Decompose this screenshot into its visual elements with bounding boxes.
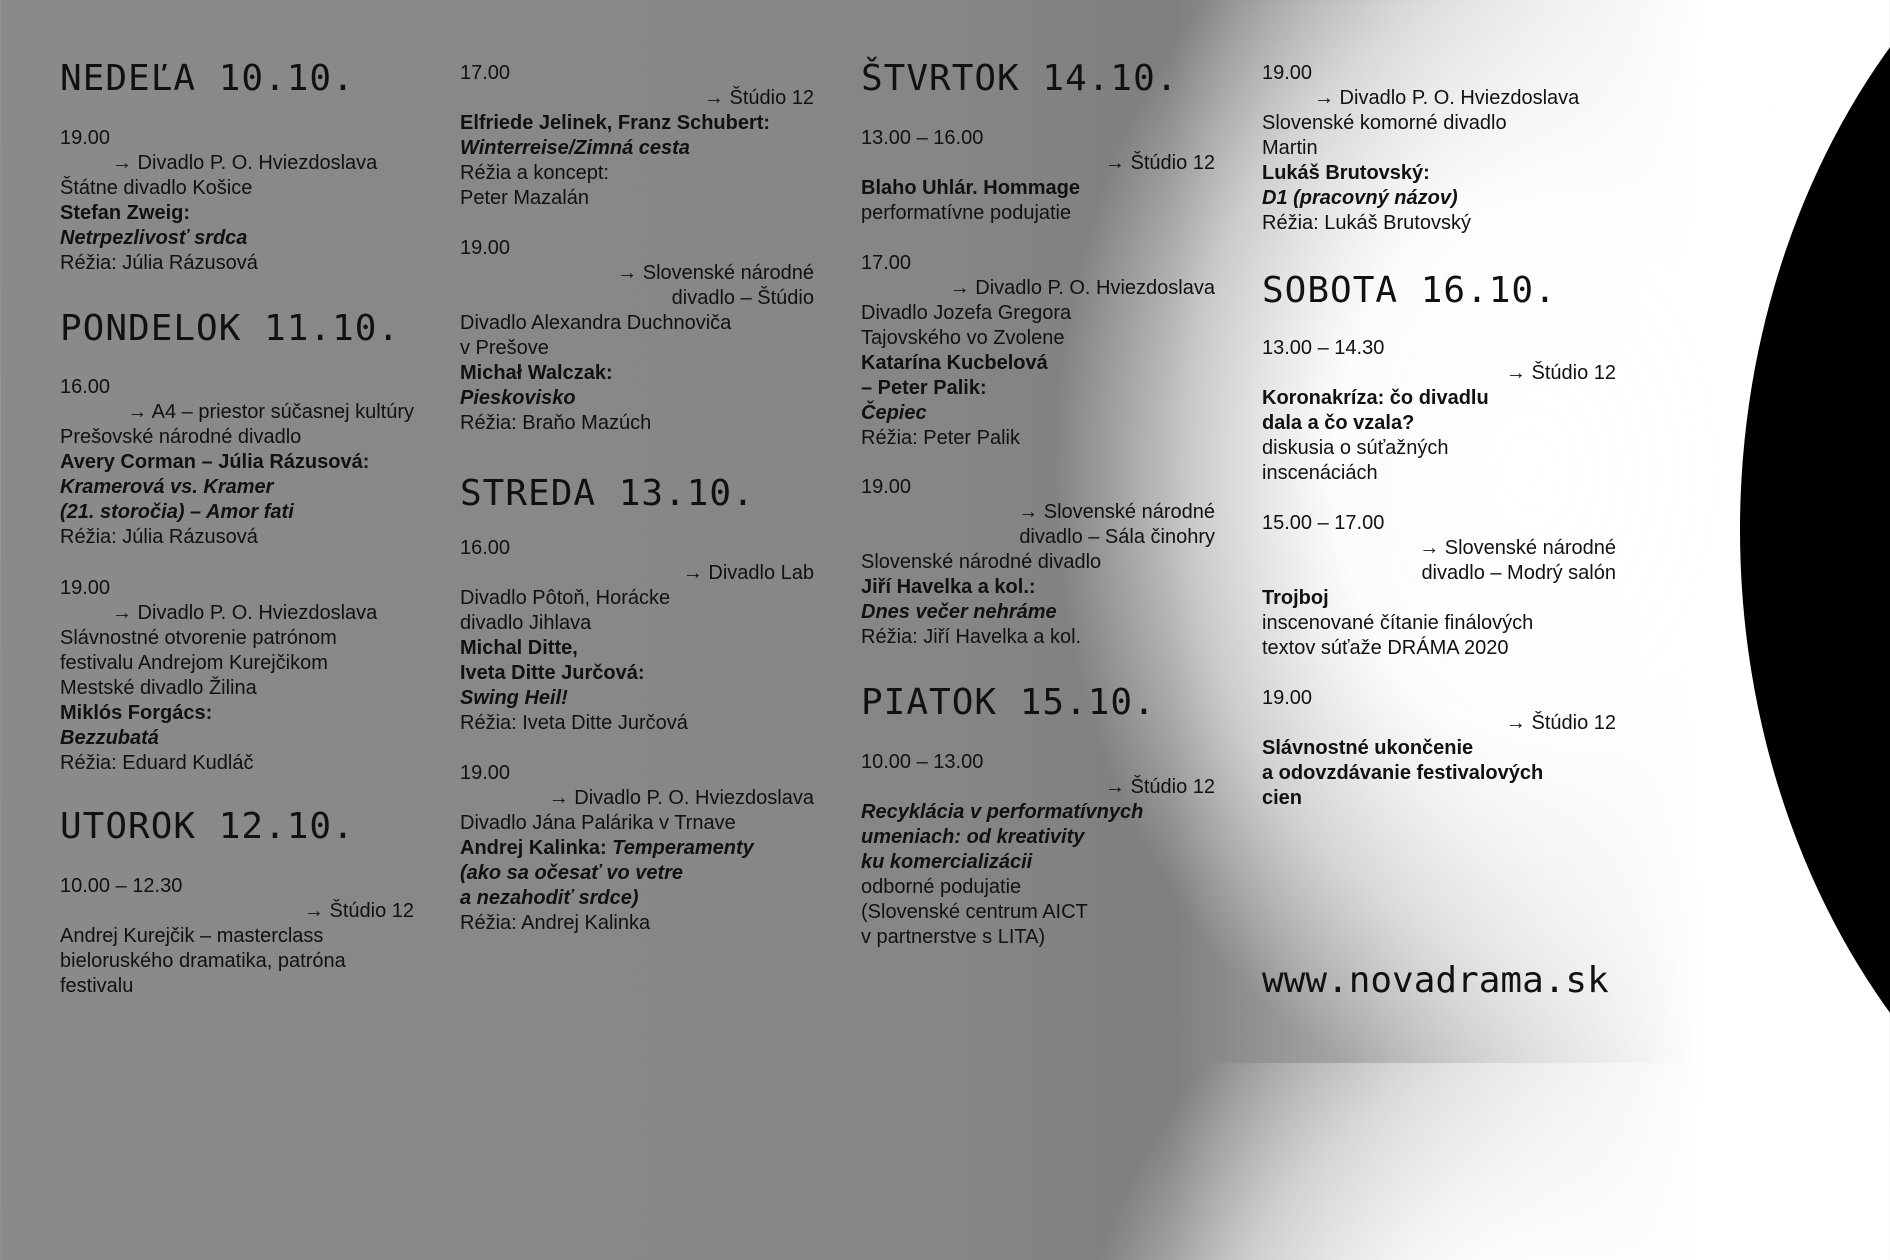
event-text: Slávnostné otvorenie patrónom <box>60 627 337 649</box>
event-title: cien <box>1262 787 1303 809</box>
event-director: Réžia: Lukáš Brutovský <box>1262 212 1471 234</box>
event-friday-2 <box>1262 61 1616 236</box>
event-director: Réžia: Andrej Kalinka <box>460 912 651 934</box>
day-heading-saturday: SOBOTA 16.10. <box>1262 270 1557 311</box>
event-author: Lukáš Brutovský: <box>1262 162 1430 184</box>
event-author: Michal Ditte, <box>460 637 578 659</box>
event-venue: → Slovenské národné <box>1018 501 1215 523</box>
day-heading-friday: PIATOK 15.10. <box>861 682 1156 723</box>
event-director: Réžia: Iveta Ditte Jurčová <box>460 712 688 734</box>
event-company: Tajovského vo Zvolene <box>861 327 1065 349</box>
event-venue: → Štúdio 12 <box>1505 712 1616 734</box>
event-venue: divadlo – Štúdio <box>671 287 814 309</box>
event-title: Pieskovisko <box>460 387 576 409</box>
event-author: – Peter Palik: <box>861 377 987 399</box>
event-author: Andrej Kalinka: <box>460 837 607 859</box>
event-title: Winterreise/Zimná cesta <box>460 137 690 159</box>
black-arc-shape <box>1740 0 1890 1260</box>
day-heading-thursday: ŠTVRTOK 14.10. <box>861 58 1179 99</box>
event-venue: → Štúdio 12 <box>703 87 814 109</box>
event-time: 17.00 <box>460 62 511 84</box>
event-venue: → Štúdio 12 <box>1104 776 1215 798</box>
event-author: Stefan Zweig: <box>60 202 191 224</box>
event-text: festivalu <box>60 975 134 997</box>
day-heading-sunday: NEDEĽA 10.10. <box>60 58 355 99</box>
event-venue: → A4 – priestor súčasnej kultúry <box>127 401 414 423</box>
event-company: Prešovské národné divadlo <box>60 426 302 448</box>
event-venue: → Štúdio 12 <box>303 900 414 922</box>
event-text: performatívne podujatie <box>861 202 1072 224</box>
event-title: Blaho Uhlár. Hommage <box>861 177 1080 199</box>
event-venue: → Štúdio 12 <box>1505 362 1616 384</box>
event-time: 10.00 – 12.30 <box>60 875 183 897</box>
event-company: Divadlo Pôtoň, Horácke <box>460 587 671 609</box>
event-text: v partnerstve s LITA) <box>861 926 1046 948</box>
event-director: Réžia: Júlia Rázusová <box>60 526 258 548</box>
event-venue: divadlo – Sála činohry <box>1019 526 1215 548</box>
event-author: Iveta Ditte Jurčová: <box>460 662 645 684</box>
event-company: Divadlo Jozefa Gregora <box>861 302 1072 324</box>
event-company: divadlo Jihlava <box>460 612 592 634</box>
event-tuesday-1 <box>60 874 414 999</box>
event-time: 19.00 <box>861 476 912 498</box>
event-title: Temperamenty <box>612 837 754 859</box>
event-venue: → Divadlo P. O. Hviezdoslava <box>949 277 1215 299</box>
event-title: Netrpezlivosť srdca <box>60 227 248 249</box>
event-director: Réžia a koncept: <box>460 162 609 184</box>
event-venue: → Divadlo P. O. Hviezdoslava <box>112 152 378 174</box>
event-thursday-2 <box>861 251 1215 451</box>
event-time: 19.00 <box>60 127 111 149</box>
event-company: Martin <box>1262 137 1318 159</box>
event-time: 19.00 <box>460 762 511 784</box>
event-time: 13.00 – 16.00 <box>861 127 984 149</box>
event-text: festivalu Andrejom Kurejčikom <box>60 652 328 674</box>
event-time: 19.00 <box>1262 62 1313 84</box>
event-venue: → Divadlo P. O. Hviezdoslava <box>112 602 378 624</box>
event-saturday-late-1 <box>460 61 814 211</box>
event-text: diskusia o súťažných <box>1262 437 1449 459</box>
event-author: Michał Walczak: <box>460 362 613 384</box>
event-text: odborné podujatie <box>861 876 1022 898</box>
event-wednesday-2 <box>460 761 814 936</box>
event-title: (21. storočia) – Amor fati <box>60 501 294 523</box>
website-link[interactable]: www.novadrama.sk <box>1262 960 1609 1001</box>
event-company: Mestské divadlo Žilina <box>60 677 257 699</box>
event-title: Slávnostné ukončenie <box>1262 737 1474 759</box>
event-director: Réžia: Júlia Rázusová <box>60 252 258 274</box>
event-title: ku komercializácii <box>861 851 1033 873</box>
event-title: Koronakríza: čo divadlu <box>1262 387 1489 409</box>
event-venue: → Divadlo Lab <box>682 562 814 584</box>
event-title: Swing Heil! <box>460 687 568 709</box>
event-monday-2 <box>60 576 414 776</box>
event-title: Dnes večer nehráme <box>861 601 1057 623</box>
event-time: 15.00 – 17.00 <box>1262 512 1385 534</box>
event-monday-1 <box>60 375 414 550</box>
event-company: Divadlo Alexandra Duchnoviča <box>460 312 732 334</box>
event-time: 10.00 – 13.00 <box>861 751 984 773</box>
event-text: (Slovenské centrum AICT <box>861 901 1088 923</box>
event-venue: → Slovenské národné <box>617 262 814 284</box>
event-title: a odovzdávanie festivalových <box>1262 762 1544 784</box>
event-director: Peter Mazalán <box>460 187 589 209</box>
event-text: textov súťaže DRÁMA 2020 <box>1262 637 1509 659</box>
event-title: (ako sa očesať vo vetre <box>460 862 684 884</box>
day-heading-wednesday: STREDA 13.10. <box>460 473 755 514</box>
event-venue: divadlo – Modrý salón <box>1421 562 1616 584</box>
day-heading-monday: PONDELOK 11.10. <box>60 308 401 349</box>
event-company: Slovenské komorné divadlo <box>1262 112 1507 134</box>
event-author: Elfriede Jelinek, Franz Schubert: <box>460 112 771 134</box>
event-thursday-3 <box>861 475 1215 650</box>
event-director: Réžia: Eduard Kudláč <box>60 752 254 774</box>
event-title: dala a čo vzala? <box>1262 412 1415 434</box>
event-company: Divadlo Jána Palárika v Trnave <box>460 812 736 834</box>
event-saturday-3 <box>1262 686 1616 811</box>
event-sunday-1 <box>60 126 414 276</box>
event-director: Réžia: Jiří Havelka a kol. <box>861 626 1082 648</box>
event-company: Slovenské národné divadlo <box>861 551 1102 573</box>
event-director: Réžia: Braňo Mazúch <box>460 412 652 434</box>
day-heading-tuesday: UTOROK 12.10. <box>60 806 355 847</box>
event-director: Réžia: Peter Palik <box>861 427 1020 449</box>
event-saturday-1 <box>1262 336 1616 486</box>
event-thursday-1 <box>861 126 1215 226</box>
event-venue: → Slovenské národné <box>1419 537 1616 559</box>
event-venue: → Divadlo P. O. Hviezdoslava <box>548 787 814 809</box>
event-company: v Prešove <box>460 337 549 359</box>
event-time: 19.00 <box>60 577 111 599</box>
event-title: Trojboj <box>1262 587 1329 609</box>
event-title: umeniach: od kreativity <box>861 826 1085 848</box>
event-text: bieloruského dramatika, patróna <box>60 950 346 972</box>
event-venue: → Divadlo P. O. Hviezdoslava <box>1314 87 1580 109</box>
event-title: D1 (pracovný názov) <box>1262 187 1458 209</box>
event-title: Recyklácia v performatívnych <box>861 801 1144 823</box>
event-saturday-2 <box>1262 511 1616 661</box>
event-author: Katarína Kucbelová <box>861 352 1048 374</box>
event-time: 19.00 <box>460 237 511 259</box>
event-company: Štátne divadlo Košice <box>60 177 253 199</box>
event-title: a nezahodiť srdce) <box>460 887 639 909</box>
event-time: 13.00 – 14.30 <box>1262 337 1385 359</box>
event-friday-1 <box>861 750 1215 950</box>
event-text: Andrej Kurejčik – masterclass <box>60 925 324 947</box>
event-title: Bezzubatá <box>60 727 159 749</box>
event-author: Avery Corman – Júlia Rázusová: <box>60 451 370 473</box>
event-time: 16.00 <box>60 376 111 398</box>
event-time: 16.00 <box>460 537 511 559</box>
event-author: Jiří Havelka a kol.: <box>861 576 1036 598</box>
event-author: Miklós Forgács: <box>60 702 213 724</box>
event-text: inscenáciách <box>1262 462 1378 484</box>
event-title: Kramerová vs. Kramer <box>60 476 274 498</box>
event-time: 19.00 <box>1262 687 1313 709</box>
event-title: Čepiec <box>861 402 927 424</box>
event-time: 17.00 <box>861 252 912 274</box>
event-text: inscenované čítanie finálových <box>1262 612 1534 634</box>
event-venue: → Štúdio 12 <box>1104 152 1215 174</box>
event-tuesday-2 <box>460 236 814 436</box>
event-wednesday-1 <box>460 536 814 736</box>
